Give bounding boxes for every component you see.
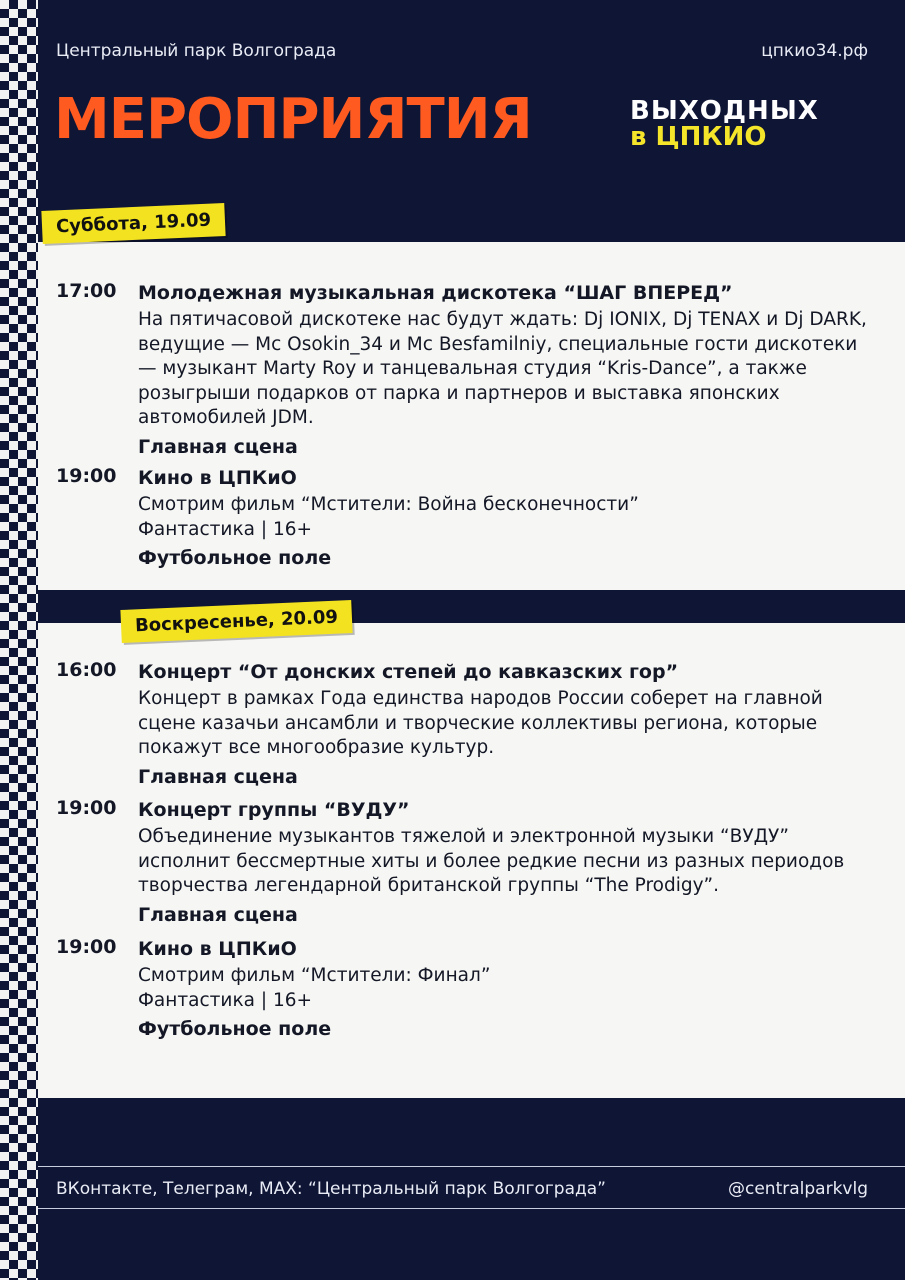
event-time: 16:00 [56,659,117,681]
website-link[interactable]: цпкио34.рф [761,41,868,61]
event-description: На пятичасовой дискотеке нас будут ждать: Dj IONIX, Dj TENAX и Dj DARK, ведущие — Mc Osokin_34 и Mc Besfamilniy, специальные гости дискотеки — музыкант Marty Roy и танцевальная студия “Kris-Dance”, а также розыгрыши подарков от парка и партнеров и выставка японских автомобилей JDM. [138,309,867,428]
day-label-sunday: Воскресенье, 20.09 [120,600,352,643]
event-title: Концерт группы “ВУДУ” [138,799,410,821]
page-subtitle-weekend: ВЫХОДНЫХ [630,96,819,126]
checkered-border [0,0,38,1280]
footer-divider-top [38,1166,905,1167]
event-genre: Фантастика | 16+ [138,518,312,540]
event-description: Концерт в рамках Года единства народов России соберет на главной сцене казачьи ансамбли и творческие коллективы региона, которые покажут все многообразие культур. [138,688,823,758]
event-time: 19:00 [56,465,117,487]
event-description: Смотрим фильм “Мстители: Война бесконечности” [138,494,639,515]
page-title: МЕРОПРИЯТИЯ [54,87,532,152]
event-title: Кино в ЦПКиО [138,938,297,960]
event-genre: Фантастика | 16+ [138,989,312,1011]
event-time: 17:00 [56,280,117,302]
event-place: Футбольное поле [138,547,332,569]
footer-socials: ВКонтакте, Телеграм, MAX: “Центральный парк Волгограда” [56,1179,606,1199]
event-title: Молодежная музыкальная дискотека “ШАГ ВПЕРЕД” [138,282,733,304]
event-place: Главная сцена [138,903,298,926]
event-description: Объединение музыкантов тяжелой и электронной музыки “ВУДУ” исполнит бессмертные хиты и более редкие песни из разных периодов творчества легендарной британской группы “The Prodigy”. [138,826,845,896]
footer-handle[interactable]: @centralparkvlg [728,1179,868,1199]
event-place: Футбольное поле [138,1018,332,1040]
event-description: Смотрим фильм “Мстители: Финал” [138,965,491,986]
event-place: Главная сцена [138,765,298,788]
event-place: Главная сцена [138,435,298,458]
event-title: Кино в ЦПКиО [138,467,297,489]
event-title: Концерт “От донских степей до кавказских гор” [138,661,679,683]
footer-divider-bottom [38,1208,905,1209]
page-subtitle-park: в ЦПКИО [630,122,767,152]
event-time: 19:00 [56,797,117,819]
event-time: 19:00 [56,936,117,958]
day-label-saturday: Суббота, 19.09 [41,203,225,244]
park-name: Центральный парк Волгограда [56,41,337,61]
